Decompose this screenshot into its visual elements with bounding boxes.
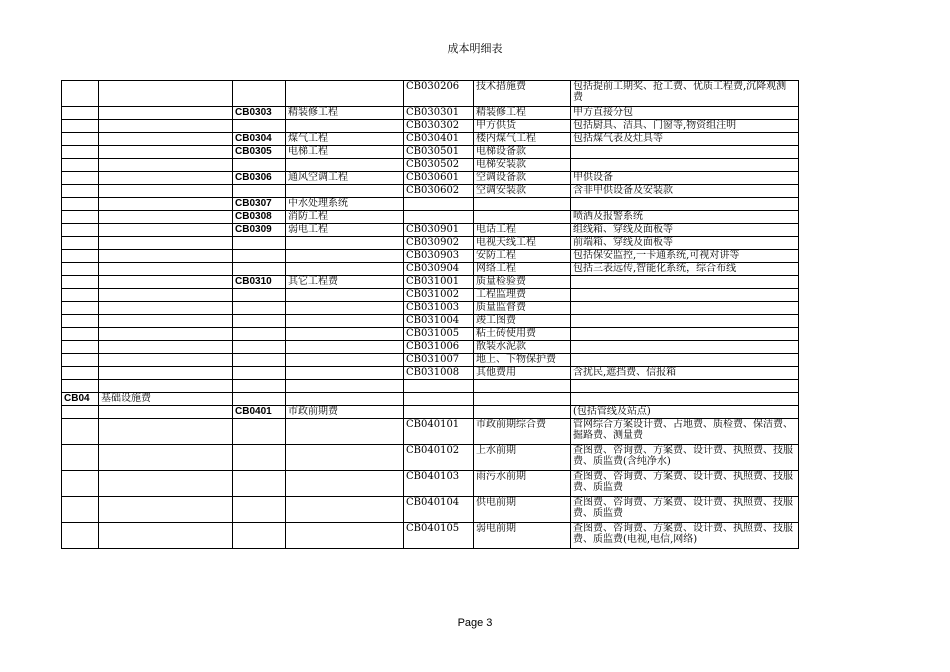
level2-code-cell: CB0303 — [233, 107, 286, 120]
level3-name-cell — [474, 198, 571, 211]
level3-code-cell: CB030904 — [404, 263, 474, 276]
level1-code-cell — [62, 315, 99, 328]
level2-name-cell — [286, 81, 404, 107]
description-cell — [571, 302, 799, 315]
level3-code-cell: CB040105 — [404, 523, 474, 549]
level1-name-cell — [99, 146, 233, 159]
level3-name-cell: 市政前期综合费 — [474, 419, 571, 445]
level2-code-cell: CB0305 — [233, 146, 286, 159]
table-row — [62, 497, 799, 523]
table-row — [62, 263, 799, 276]
level3-code-cell: CB031004 — [404, 315, 474, 328]
level3-name-cell: 地上、下物保护费 — [474, 354, 571, 367]
table-row — [62, 471, 799, 497]
level3-code-cell: CB030903 — [404, 250, 474, 263]
level1-code-cell — [62, 250, 99, 263]
level2-code-cell — [233, 328, 286, 341]
level2-name-cell — [286, 523, 404, 549]
level3-name-cell: 电梯安装款 — [474, 159, 571, 172]
table-row — [62, 328, 799, 341]
level3-code-cell: CB031001 — [404, 276, 474, 289]
level1-code-cell — [62, 224, 99, 237]
level2-name-cell — [286, 419, 404, 445]
level1-name-cell — [99, 289, 233, 302]
level3-name-cell: 空调设备款 — [474, 172, 571, 185]
level1-code-cell — [62, 120, 99, 133]
level3-code-cell: CB040104 — [404, 497, 474, 523]
level3-name-cell: 技术措施费 — [474, 81, 571, 107]
level1-code-cell — [62, 237, 99, 250]
level1-name-cell — [99, 471, 233, 497]
level3-name-cell: 楼内煤气工程 — [474, 133, 571, 146]
table-row — [62, 341, 799, 354]
level2-code-cell — [233, 263, 286, 276]
level2-name-cell — [286, 237, 404, 250]
level2-name-cell: 精装修工程 — [286, 107, 404, 120]
level2-name-cell — [286, 185, 404, 198]
level3-code-cell: CB030502 — [404, 159, 474, 172]
page-title: 成本明细表 — [447, 42, 503, 55]
table-row — [62, 250, 799, 263]
level3-name-cell: 甲方供货 — [474, 120, 571, 133]
level3-name-cell: 电话工程 — [474, 224, 571, 237]
table-row — [62, 237, 799, 250]
level1-name-cell — [99, 380, 233, 393]
description-cell: 含非甲供设备及安装款 — [571, 185, 799, 198]
description-cell — [571, 380, 799, 393]
table-row — [62, 393, 799, 406]
level3-name-cell: 电梯设备款 — [474, 146, 571, 159]
description-cell: 包括三表远传,智能化系统，综合布线 — [571, 263, 799, 276]
level1-name-cell — [99, 328, 233, 341]
level3-code-cell: CB040101 — [404, 419, 474, 445]
level2-code-cell — [233, 250, 286, 263]
level1-name-cell — [99, 497, 233, 523]
table-body — [62, 81, 799, 549]
description-cell: 喷洒及报警系统 — [571, 211, 799, 224]
description-cell — [571, 159, 799, 172]
level3-name-cell: 空调安装款 — [474, 185, 571, 198]
level1-name-cell — [99, 133, 233, 146]
level2-name-cell: 消防工程 — [286, 211, 404, 224]
level2-code-cell: CB0304 — [233, 133, 286, 146]
level2-code-cell: CB0308 — [233, 211, 286, 224]
level3-code-cell — [404, 211, 474, 224]
level2-code-cell — [233, 523, 286, 549]
level1-name-cell — [99, 354, 233, 367]
table-row — [62, 380, 799, 393]
description-cell: 包括厨具、洁具、门窗等,物资组注明 — [571, 120, 799, 133]
level2-code-cell — [233, 289, 286, 302]
description-cell — [571, 328, 799, 341]
level2-name-cell — [286, 263, 404, 276]
level3-name-cell — [474, 211, 571, 224]
level3-name-cell: 弱电前期 — [474, 523, 571, 549]
level2-code-cell — [233, 497, 286, 523]
level1-code-cell — [62, 341, 99, 354]
description-cell — [571, 393, 799, 406]
level1-code-cell — [62, 172, 99, 185]
level2-name-cell — [286, 380, 404, 393]
level2-name-cell — [286, 354, 404, 367]
level2-code-cell — [233, 237, 286, 250]
level2-name-cell — [286, 367, 404, 380]
level3-code-cell: CB031008 — [404, 367, 474, 380]
table-row — [62, 302, 799, 315]
level3-code-cell — [404, 380, 474, 393]
level3-name-cell: 工程监理费 — [474, 289, 571, 302]
level3-code-cell: CB031006 — [404, 341, 474, 354]
description-cell: 含扰民,遮挡费、信报箱 — [571, 367, 799, 380]
level3-code-cell: CB031003 — [404, 302, 474, 315]
table-row — [62, 120, 799, 133]
level2-name-cell: 市政前期费 — [286, 406, 404, 419]
level2-code-cell — [233, 419, 286, 445]
table-row — [62, 107, 799, 120]
level3-code-cell: CB031007 — [404, 354, 474, 367]
level3-name-cell: 质量监督费 — [474, 302, 571, 315]
description-cell: 包括保安监控,一卡通系统,可视对讲等 — [571, 250, 799, 263]
table-row — [62, 146, 799, 159]
page-number: Page 3 — [457, 617, 493, 629]
level1-code-cell — [62, 367, 99, 380]
level1-code-cell — [62, 406, 99, 419]
level1-code-cell — [62, 276, 99, 289]
level3-name-cell: 其他费用 — [474, 367, 571, 380]
level1-code-cell — [62, 159, 99, 172]
level2-code-cell — [233, 380, 286, 393]
level3-code-cell: CB030206 — [404, 81, 474, 107]
level1-name-cell — [99, 224, 233, 237]
description-cell: 查图费、咨询费、方案费、设计费、执照费、技服费、质监费 — [571, 471, 799, 497]
level3-name-cell — [474, 380, 571, 393]
level2-code-cell — [233, 315, 286, 328]
description-cell — [571, 289, 799, 302]
level2-name-cell: 通风空调工程 — [286, 172, 404, 185]
level3-name-cell: 竣工图费 — [474, 315, 571, 328]
level1-name-cell — [99, 185, 233, 198]
level2-code-cell — [233, 81, 286, 107]
level3-name-cell: 电视天线工程 — [474, 237, 571, 250]
level1-name-cell — [99, 406, 233, 419]
level2-code-cell — [233, 367, 286, 380]
level1-name-cell — [99, 198, 233, 211]
level3-code-cell: CB030301 — [404, 107, 474, 120]
table-row — [62, 367, 799, 380]
level2-code-cell — [233, 159, 286, 172]
level3-code-cell: CB031002 — [404, 289, 474, 302]
level1-code-cell — [62, 445, 99, 471]
description-cell: 甲方直接分包 — [571, 107, 799, 120]
level3-code-cell: CB030602 — [404, 185, 474, 198]
level2-name-cell — [286, 445, 404, 471]
level3-code-cell — [404, 406, 474, 419]
level1-code-cell — [62, 497, 99, 523]
level2-code-cell — [233, 341, 286, 354]
level3-name-cell: 上水前期 — [474, 445, 571, 471]
table-row — [62, 315, 799, 328]
level3-code-cell: CB040103 — [404, 471, 474, 497]
level1-name-cell — [99, 159, 233, 172]
level3-code-cell: CB030601 — [404, 172, 474, 185]
table-row — [62, 81, 799, 107]
table-row — [62, 523, 799, 549]
level1-name-cell — [99, 81, 233, 107]
level1-name-cell: 基础设施费 — [99, 393, 233, 406]
table-row — [62, 133, 799, 146]
level3-code-cell: CB030901 — [404, 224, 474, 237]
level2-code-cell — [233, 185, 286, 198]
level3-name-cell: 粘土砖使用费 — [474, 328, 571, 341]
level2-name-cell — [286, 341, 404, 354]
level2-name-cell: 煤气工程 — [286, 133, 404, 146]
level2-code-cell: CB0401 — [233, 406, 286, 419]
level3-name-cell: 精装修工程 — [474, 107, 571, 120]
level3-code-cell: CB030501 — [404, 146, 474, 159]
level2-name-cell — [286, 393, 404, 406]
level3-name-cell: 供电前期 — [474, 497, 571, 523]
level2-name-cell — [286, 120, 404, 133]
level2-name-cell — [286, 471, 404, 497]
level2-name-cell: 电梯工程 — [286, 146, 404, 159]
level1-name-cell — [99, 523, 233, 549]
description-cell: 前端箱、穿线及面板等 — [571, 237, 799, 250]
level2-code-cell: CB0306 — [233, 172, 286, 185]
level1-code-cell — [62, 289, 99, 302]
level2-code-cell — [233, 445, 286, 471]
level2-name-cell — [286, 328, 404, 341]
level1-name-cell — [99, 211, 233, 224]
level1-code-cell — [62, 263, 99, 276]
description-cell — [571, 198, 799, 211]
level1-code-cell — [62, 328, 99, 341]
level3-name-cell: 网络工程 — [474, 263, 571, 276]
table-row — [62, 159, 799, 172]
level1-code-cell — [62, 146, 99, 159]
description-cell — [571, 341, 799, 354]
description-cell: 包括提前工期奖、抢工费、优质工程费,沉降观测费 — [571, 81, 799, 107]
level1-code-cell — [62, 523, 99, 549]
level3-name-cell: 散装水泥款 — [474, 341, 571, 354]
level1-name-cell — [99, 237, 233, 250]
level1-code-cell — [62, 107, 99, 120]
level1-code-cell — [62, 211, 99, 224]
description-cell — [571, 315, 799, 328]
table-row — [62, 354, 799, 367]
table-row — [62, 406, 799, 419]
level3-code-cell: CB030401 — [404, 133, 474, 146]
level2-name-cell — [286, 302, 404, 315]
level1-code-cell — [62, 185, 99, 198]
description-cell: 组线箱、穿线及面板等 — [571, 224, 799, 237]
description-cell: 查图费、咨询费、方案费、设计费、执照费、技服费、质监费(电视,电信,网络) — [571, 523, 799, 549]
level2-name-cell: 其它工程费 — [286, 276, 404, 289]
table-row — [62, 445, 799, 471]
level1-code-cell — [62, 471, 99, 497]
level2-name-cell — [286, 315, 404, 328]
level2-code-cell — [233, 354, 286, 367]
description-cell: (包括管线及站点) — [571, 406, 799, 419]
level3-name-cell — [474, 393, 571, 406]
level2-name-cell — [286, 289, 404, 302]
level3-code-cell: CB040102 — [404, 445, 474, 471]
level1-code-cell — [62, 419, 99, 445]
level3-code-cell — [404, 198, 474, 211]
description-cell — [571, 276, 799, 289]
description-cell: 查图费、咨询费、方案费、设计费、执照费、技服费、质监费 — [571, 497, 799, 523]
table-row — [62, 419, 799, 445]
level1-name-cell — [99, 302, 233, 315]
level1-name-cell — [99, 341, 233, 354]
table-row — [62, 172, 799, 185]
description-cell: 管网综合方案设计费、占地费、质检费、保洁费、掘路费、测量费 — [571, 419, 799, 445]
level3-code-cell: CB031005 — [404, 328, 474, 341]
level2-name-cell: 弱电工程 — [286, 224, 404, 237]
description-cell: 查图费、咨询费、方案费、设计费、执照费、技服费、质监费(含纯净水) — [571, 445, 799, 471]
description-cell: 包括煤气表及灶具等 — [571, 133, 799, 146]
table-row — [62, 198, 799, 211]
level1-code-cell — [62, 81, 99, 107]
description-cell: 甲供设备 — [571, 172, 799, 185]
level1-name-cell — [99, 250, 233, 263]
level1-code-cell — [62, 133, 99, 146]
level3-name-cell: 质量检验费 — [474, 276, 571, 289]
level2-name-cell — [286, 159, 404, 172]
table-row — [62, 224, 799, 237]
table-row — [62, 185, 799, 198]
level2-code-cell — [233, 471, 286, 497]
level1-code-cell — [62, 380, 99, 393]
level1-name-cell — [99, 107, 233, 120]
level1-name-cell — [99, 367, 233, 380]
level2-code-cell: CB0309 — [233, 224, 286, 237]
level1-code-cell: CB04 — [62, 393, 99, 406]
level2-code-cell — [233, 120, 286, 133]
level1-name-cell — [99, 263, 233, 276]
level2-name-cell: 中水处理系统 — [286, 198, 404, 211]
level1-code-cell — [62, 302, 99, 315]
level3-name-cell — [474, 406, 571, 419]
level3-code-cell: CB030302 — [404, 120, 474, 133]
level2-name-cell — [286, 250, 404, 263]
level3-code-cell: CB030902 — [404, 237, 474, 250]
level2-name-cell — [286, 497, 404, 523]
level3-name-cell: 安防工程 — [474, 250, 571, 263]
table-row — [62, 289, 799, 302]
level2-code-cell: CB0307 — [233, 198, 286, 211]
cost-detail-table — [61, 80, 799, 549]
level1-code-cell — [62, 354, 99, 367]
level3-name-cell: 雨污水前期 — [474, 471, 571, 497]
level2-code-cell: CB0310 — [233, 276, 286, 289]
level1-name-cell — [99, 120, 233, 133]
level1-name-cell — [99, 172, 233, 185]
level2-code-cell — [233, 393, 286, 406]
level3-code-cell — [404, 393, 474, 406]
level1-code-cell — [62, 198, 99, 211]
table-row — [62, 276, 799, 289]
level1-name-cell — [99, 315, 233, 328]
level1-name-cell — [99, 276, 233, 289]
level2-code-cell — [233, 302, 286, 315]
level1-name-cell — [99, 419, 233, 445]
table-row — [62, 211, 799, 224]
description-cell — [571, 354, 799, 367]
level1-name-cell — [99, 445, 233, 471]
description-cell — [571, 146, 799, 159]
